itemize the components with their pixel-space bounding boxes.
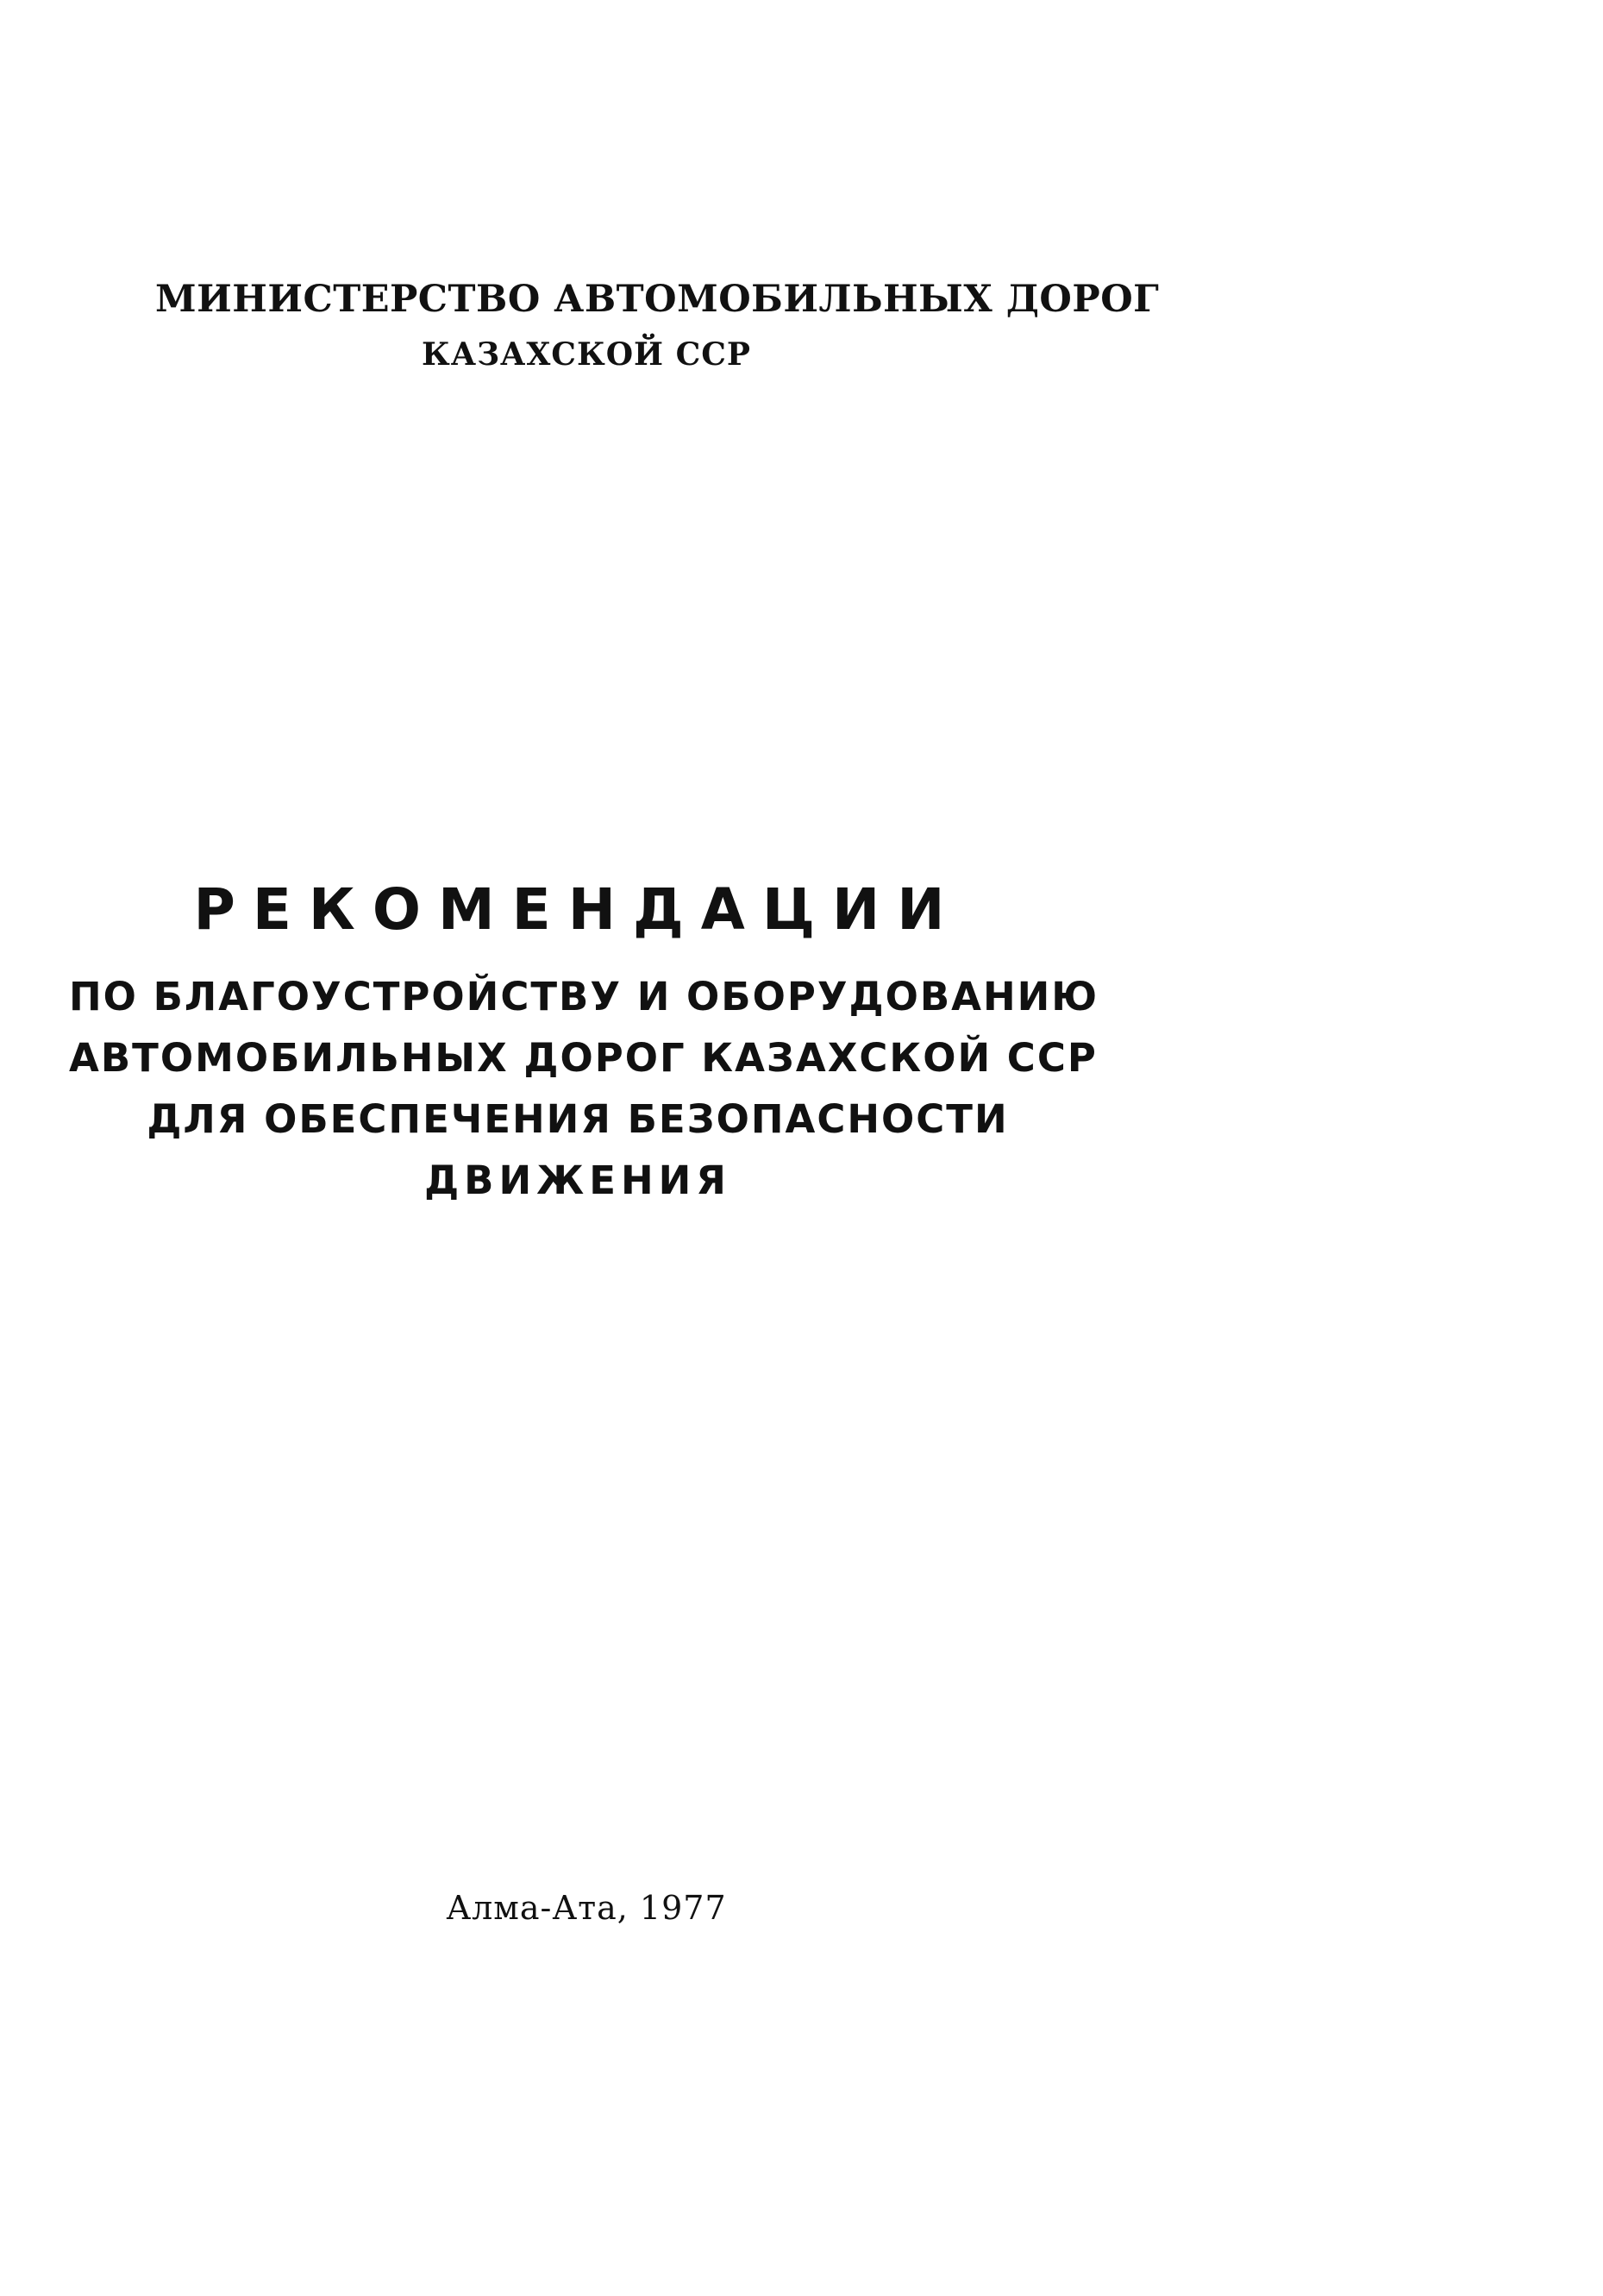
subtitle-line-3: ДЛЯ ОБЕСПЕЧЕНИЯ БЕЗОПАСНОСТИ — [147, 1096, 1009, 1142]
ministry-republic: КАЗАХСКОЙ ССР — [422, 336, 751, 373]
document-title-block — [69, 871, 1099, 1211]
imprint-place-year: Алма-Ата, 1977 — [446, 1889, 727, 1927]
subtitle-line-2: АВТОМОБИЛЬНЫХ ДОРОГ КАЗАХСКОЙ ССР — [69, 1035, 1098, 1081]
ministry-name: МИНИСТЕРСТВО АВТОМОБИЛЬНЫХ ДОРОГ — [155, 278, 1160, 321]
document-title: РЕКОМЕНДАЦИИ — [193, 876, 962, 943]
subtitle-line-1: ПО БЛАГОУСТРОЙСТВУ И ОБОРУДОВАНИЮ — [69, 974, 1099, 1019]
ministry-header — [155, 272, 1160, 382]
subtitle-line-4: ДВИЖЕНИЯ — [424, 1157, 731, 1203]
